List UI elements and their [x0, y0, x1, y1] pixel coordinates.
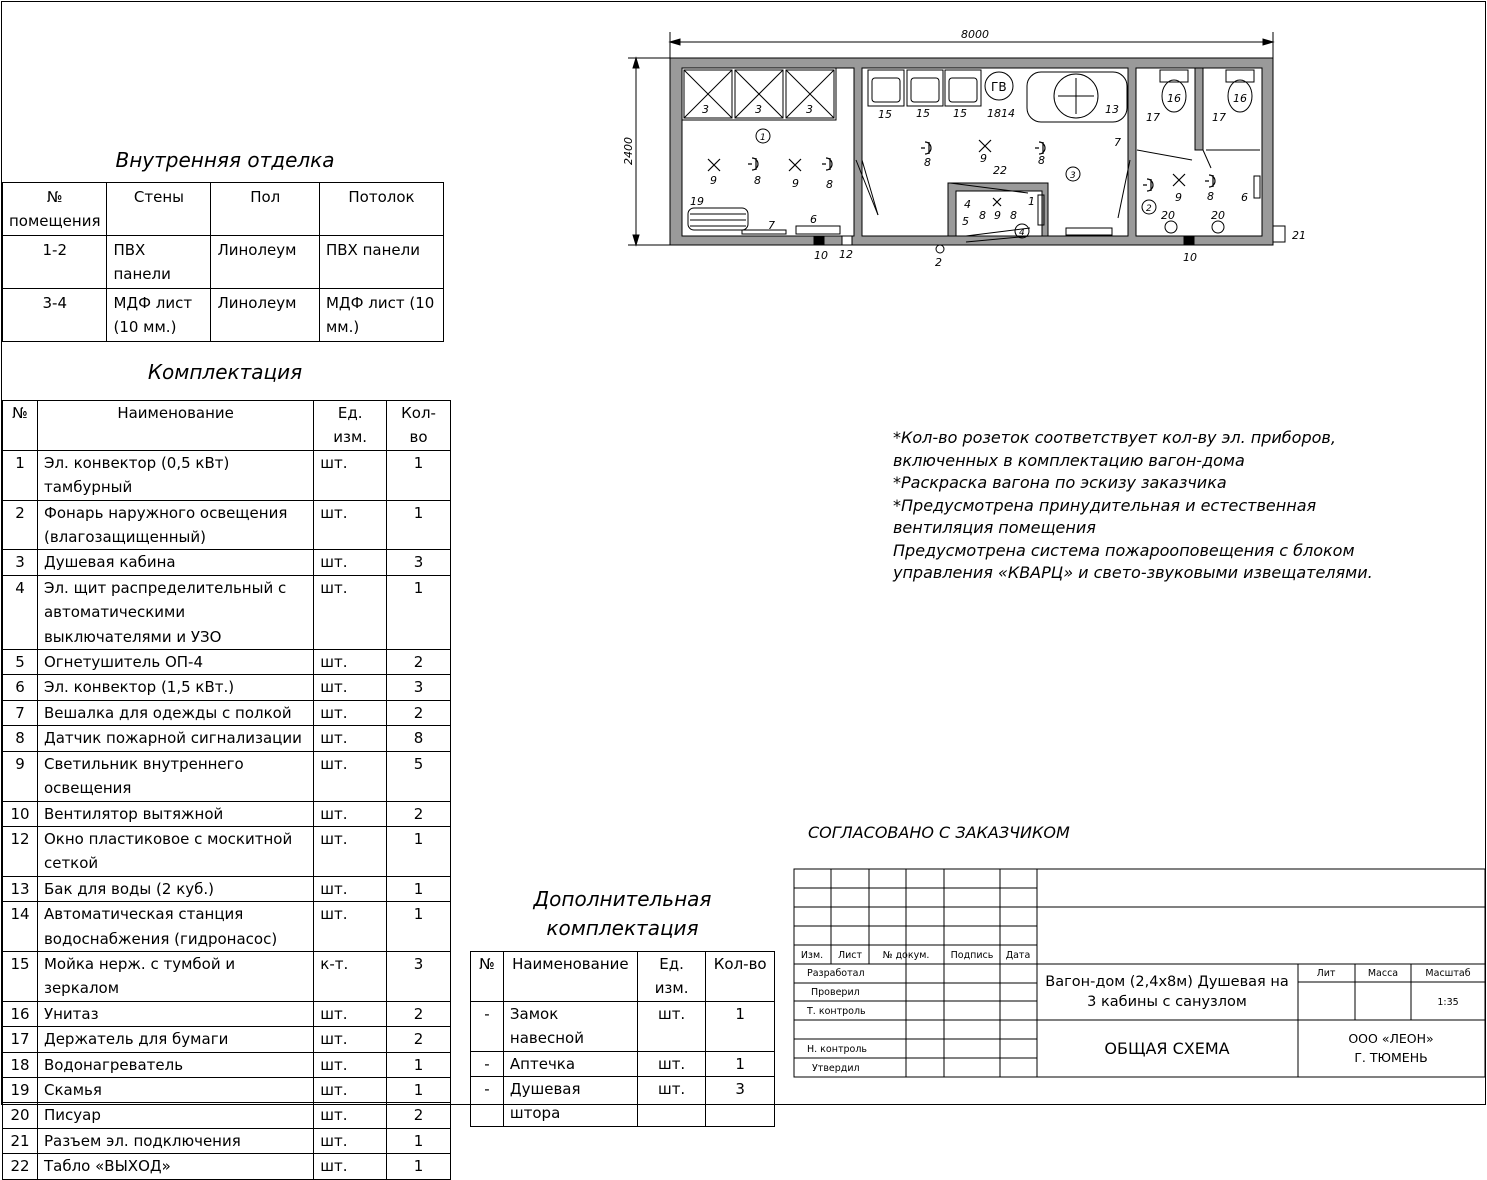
cell-name: Табло «ВЫХОД»	[37, 1154, 313, 1179]
cell-num: 8	[3, 726, 38, 751]
svg-text:10: 10	[814, 249, 828, 262]
table-row	[3, 650, 451, 675]
cell-unit: шт.	[314, 751, 387, 801]
cell-num: 3	[3, 550, 38, 575]
svg-text:9: 9	[710, 174, 717, 187]
svg-text:15: 15	[953, 107, 967, 120]
cell-unit: шт.	[314, 1103, 387, 1128]
svg-text:6: 6	[810, 213, 817, 226]
svg-text:16: 16	[1167, 92, 1181, 105]
cell-qty: 1	[387, 575, 451, 649]
table-row	[3, 726, 451, 751]
cell-unit: шт.	[314, 450, 387, 500]
cell-name: Бак для воды (2 куб.)	[37, 876, 313, 901]
cell-unit: шт.	[314, 550, 387, 575]
svg-text:17: 17	[1146, 111, 1160, 124]
cell-name: Эл. щит распределительный с автоматическими выключателями и УЗО	[37, 575, 313, 649]
svg-text:10: 10	[1183, 251, 1197, 264]
svg-text:3: 3	[1070, 171, 1076, 181]
svg-text:8: 8	[924, 156, 931, 169]
cell-name: Унитаз	[37, 1001, 313, 1026]
cell-unit: шт.	[314, 1128, 387, 1153]
cell-name: Светильник внутреннего освещения	[37, 751, 313, 801]
cell-name: Аптечка	[503, 1051, 637, 1076]
company-line1: ООО «ЛЕОН»	[1348, 1031, 1434, 1046]
svg-text:9: 9	[980, 152, 987, 165]
cell-name: Эл. конвектор (1,5 кВт.)	[37, 675, 313, 700]
stamp-role-tech: Т. контроль	[807, 1006, 866, 1017]
cell-qty: 1	[706, 1051, 775, 1076]
svg-text:13: 13	[1105, 103, 1119, 116]
table-row	[471, 1077, 775, 1127]
finish-header-ceiling: Потолок	[319, 183, 443, 236]
svg-text:20: 20	[1161, 209, 1175, 222]
table-row	[3, 826, 451, 876]
svg-text:1: 1	[1028, 195, 1035, 208]
table-row	[471, 1051, 775, 1076]
cell-name: Вешалка для одежды с полкой	[37, 700, 313, 725]
cell-num: 1	[3, 450, 38, 500]
svg-text:8: 8	[826, 178, 833, 191]
cell-name: Душевая кабина	[37, 550, 313, 575]
doc-title-line1: Вагон-дом (2,4х8м) Душевая на	[1045, 974, 1289, 990]
cell-unit: шт.	[314, 1027, 387, 1052]
finish-table	[2, 182, 444, 342]
table-row	[3, 801, 451, 826]
stamp-role-checked: Проверил	[811, 987, 860, 998]
cell-unit: шт.	[637, 1051, 706, 1076]
stamp-role-norm: Н. контроль	[807, 1044, 867, 1055]
cell-name: Вентилятор вытяжной	[37, 801, 313, 826]
svg-text:7: 7	[1114, 136, 1121, 149]
svg-text:8: 8	[754, 174, 761, 187]
cell-name: Мойка нерж. с тумбой и зеркалом	[37, 951, 313, 1001]
cell-unit: шт.	[314, 1154, 387, 1179]
table-row	[3, 902, 451, 952]
svg-text:5: 5	[962, 215, 969, 228]
cell-qty: 1	[387, 500, 451, 550]
svg-text:2: 2	[1146, 204, 1152, 214]
cell-qty: 2	[387, 801, 451, 826]
svg-text:16: 16	[1233, 92, 1247, 105]
table-row	[3, 751, 451, 801]
svg-text:7: 7	[768, 219, 775, 232]
cell-unit: шт.	[314, 1077, 387, 1102]
cell-unit: шт.	[314, 575, 387, 649]
svg-text:8: 8	[1038, 154, 1045, 167]
cell-name: Окно пластиковое с москитной сеткой	[37, 826, 313, 876]
table-row	[3, 1154, 451, 1179]
svg-text:17: 17	[1212, 111, 1226, 124]
svg-text:15: 15	[916, 107, 930, 120]
kit-header-num: №	[3, 401, 38, 451]
cell-qty: 5	[387, 751, 451, 801]
water-heater-label: ГВ	[991, 80, 1007, 94]
cell-name: Разъем эл. подключения	[37, 1128, 313, 1153]
svg-text:8: 8	[979, 209, 986, 222]
cell-unit: шт.	[314, 726, 387, 751]
cell-unit: шт.	[314, 801, 387, 826]
table-row	[3, 1052, 451, 1077]
table-row	[3, 1077, 451, 1102]
cell-name: Фонарь наружного освещения (влагозащищенный)	[37, 500, 313, 550]
cell-qty: 2	[387, 1027, 451, 1052]
svg-text:21: 21	[1292, 229, 1306, 242]
kit-header-name: Наименование	[37, 401, 313, 451]
cell-unit: шт.	[314, 876, 387, 901]
cell-unit: к-т.	[314, 951, 387, 1001]
cell-qty: 2	[387, 1001, 451, 1026]
svg-text:3: 3	[755, 103, 762, 116]
cell-unit: шт.	[637, 1077, 706, 1127]
svg-text:4: 4	[964, 198, 971, 211]
table-row	[3, 700, 451, 725]
kit-table	[2, 400, 451, 1180]
stamp-role-approved: Утвердил	[812, 1063, 860, 1074]
cell-unit: шт.	[314, 902, 387, 952]
cell-num: -	[471, 1077, 504, 1127]
extra-table	[470, 951, 775, 1127]
kit-header-unit: Ед. изм.	[314, 401, 387, 451]
cell-name: Писуар	[37, 1103, 313, 1128]
dim-width-label: 2400	[622, 137, 635, 165]
cell-num: 17	[3, 1027, 38, 1052]
svg-text:1814: 1814	[987, 107, 1015, 120]
table-row	[3, 550, 451, 575]
cell-num: 19	[3, 1077, 38, 1102]
svg-text:15: 15	[878, 108, 892, 121]
table-row: 3-4 МДФ лист (10 мм.) Линолеум МДФ лист (10 мм.)	[3, 289, 444, 342]
cell-num: -	[471, 1051, 504, 1076]
finish-header-walls: Стены	[107, 183, 211, 236]
table-row	[3, 500, 451, 550]
cell-qty: 2	[387, 700, 451, 725]
extra-header-num: №	[471, 952, 504, 1002]
cell-num: 18	[3, 1052, 38, 1077]
cell-qty: 1	[387, 826, 451, 876]
cell-name: Автоматическая станция водоснабжения (гидронасос)	[37, 902, 313, 952]
table-row	[3, 675, 451, 700]
cell-qty: 8	[387, 726, 451, 751]
table-row	[3, 951, 451, 1001]
cell-num: 21	[3, 1128, 38, 1153]
cell-qty: 1	[387, 1077, 451, 1102]
extra-header-qty: Кол-во	[706, 952, 775, 1002]
extra-header-unit: Ед. изм.	[637, 952, 706, 1002]
svg-text:20: 20	[1211, 209, 1225, 222]
cell-num: 2	[3, 500, 38, 550]
cell-num: 10	[3, 801, 38, 826]
doc-title-line2: 3 кабины с санузлом	[1087, 994, 1247, 1010]
cell-unit: шт.	[314, 1001, 387, 1026]
svg-text:8: 8	[1207, 190, 1214, 203]
table-row	[3, 876, 451, 901]
stamp-lit-label: Лит	[1316, 968, 1336, 979]
table-row	[3, 575, 451, 649]
cell-unit: шт.	[314, 1052, 387, 1077]
cell-name: Держатель для бумаги	[37, 1027, 313, 1052]
finish-title: Внутренняя отделка	[115, 148, 335, 172]
cell-num: 7	[3, 700, 38, 725]
extra-title: Дополнительная комплектация	[533, 887, 712, 940]
svg-text:4: 4	[1019, 228, 1025, 238]
svg-text:3: 3	[702, 103, 709, 116]
svg-text:9: 9	[994, 209, 1001, 222]
svg-text:8: 8	[1010, 209, 1017, 222]
stamp-col-signature: Подпись	[950, 950, 994, 961]
cell-num: 16	[3, 1001, 38, 1026]
stamp-col-sheet: Лист	[837, 950, 863, 961]
finish-header-floor: Пол	[211, 183, 320, 236]
cell-unit: шт.	[637, 1001, 706, 1051]
extra-header-name: Наименование	[503, 952, 637, 1002]
table-row	[471, 1001, 775, 1051]
company-line2: Г. ТЮМЕНЬ	[1354, 1050, 1428, 1065]
finish-header-room: № помещения	[3, 183, 107, 236]
cell-qty: 2	[387, 1103, 451, 1128]
sheet-title: ОБЩАЯ СХЕМА	[1104, 1039, 1230, 1058]
cell-num: 14	[3, 902, 38, 952]
cell-qty: 3	[387, 675, 451, 700]
svg-text:9: 9	[1175, 191, 1182, 204]
svg-text:19: 19	[690, 195, 704, 208]
dim-length-label: 8000	[961, 28, 989, 41]
cell-name: Замок навесной	[503, 1001, 637, 1051]
table-row	[3, 1128, 451, 1153]
cell-name: Датчик пожарной сигнализации	[37, 726, 313, 751]
cell-name: Водонагреватель	[37, 1052, 313, 1077]
cell-num: 15	[3, 951, 38, 1001]
cell-name: Скамья	[37, 1077, 313, 1102]
table-row	[3, 1027, 451, 1052]
cell-unit: шт.	[314, 826, 387, 876]
cell-num: 20	[3, 1103, 38, 1128]
cell-unit: шт.	[314, 675, 387, 700]
svg-text:9: 9	[792, 177, 799, 190]
cell-num: -	[471, 1001, 504, 1051]
stamp-col-change: Изм.	[800, 950, 824, 961]
cell-qty: 3	[706, 1077, 775, 1127]
agreed-caption: СОГЛАСОВАНО С ЗАКАЗЧИКОМ	[808, 823, 1070, 842]
cell-qty: 1	[706, 1001, 775, 1051]
stamp-mass-label: Масса	[1367, 968, 1399, 979]
title-block	[790, 866, 1487, 1080]
svg-text:3: 3	[806, 103, 813, 116]
svg-text:12: 12	[839, 248, 853, 261]
stamp-role-developed: Разработал	[807, 968, 865, 979]
cell-qty: 3	[387, 951, 451, 1001]
stamp-scale-value: 1:35	[1437, 997, 1459, 1008]
cell-num: 13	[3, 876, 38, 901]
cell-qty: 1	[387, 1128, 451, 1153]
cell-qty: 1	[387, 902, 451, 952]
floor-plan	[600, 20, 1320, 280]
table-row	[3, 1001, 451, 1026]
svg-text:1: 1	[760, 133, 766, 143]
kit-title: Комплектация	[147, 360, 303, 384]
cell-num: 6	[3, 675, 38, 700]
cell-num: 5	[3, 650, 38, 675]
cell-qty: 1	[387, 450, 451, 500]
cell-qty: 1	[387, 876, 451, 901]
table-row: 1-2 ПВХ панели Линолеум ПВХ панели	[3, 236, 444, 289]
stamp-col-docno: № докум.	[882, 950, 930, 961]
svg-text:2: 2	[935, 256, 942, 269]
cell-num: 22	[3, 1154, 38, 1179]
cell-qty: 1	[387, 1052, 451, 1077]
stamp-scale-label: Масштаб	[1425, 968, 1471, 979]
svg-text:6: 6	[1241, 191, 1248, 204]
stamp-col-date: Дата	[1005, 950, 1031, 961]
table-row	[3, 1103, 451, 1128]
cell-qty: 1	[387, 1154, 451, 1179]
cell-num: 12	[3, 826, 38, 876]
cell-num: 9	[3, 751, 38, 801]
cell-num: 4	[3, 575, 38, 649]
cell-name: Душевая штора	[503, 1077, 637, 1127]
cell-qty: 3	[387, 550, 451, 575]
cell-name: Огнетушитель ОП-4	[37, 650, 313, 675]
cell-unit: шт.	[314, 700, 387, 725]
cell-name: Эл. конвектор (0,5 кВт) тамбурный	[37, 450, 313, 500]
cell-unit: шт.	[314, 650, 387, 675]
kit-header-qty: Кол-во	[387, 401, 451, 451]
cell-unit: шт.	[314, 500, 387, 550]
cell-qty: 2	[387, 650, 451, 675]
svg-text:22: 22	[993, 164, 1007, 177]
table-row	[3, 450, 451, 500]
notes: *Кол-во розеток соответствует кол-ву эл. приборов, включенных в комплектацию вагон-дома *Раскраска вагона по эскизу заказчика *Предусмотрена принудительная и естественная вентиляция помещения Предусмотрена система пожарооповещения с блоком управления «КВАРЦ» и свето-звуковыми извещателями.	[893, 428, 1373, 582]
